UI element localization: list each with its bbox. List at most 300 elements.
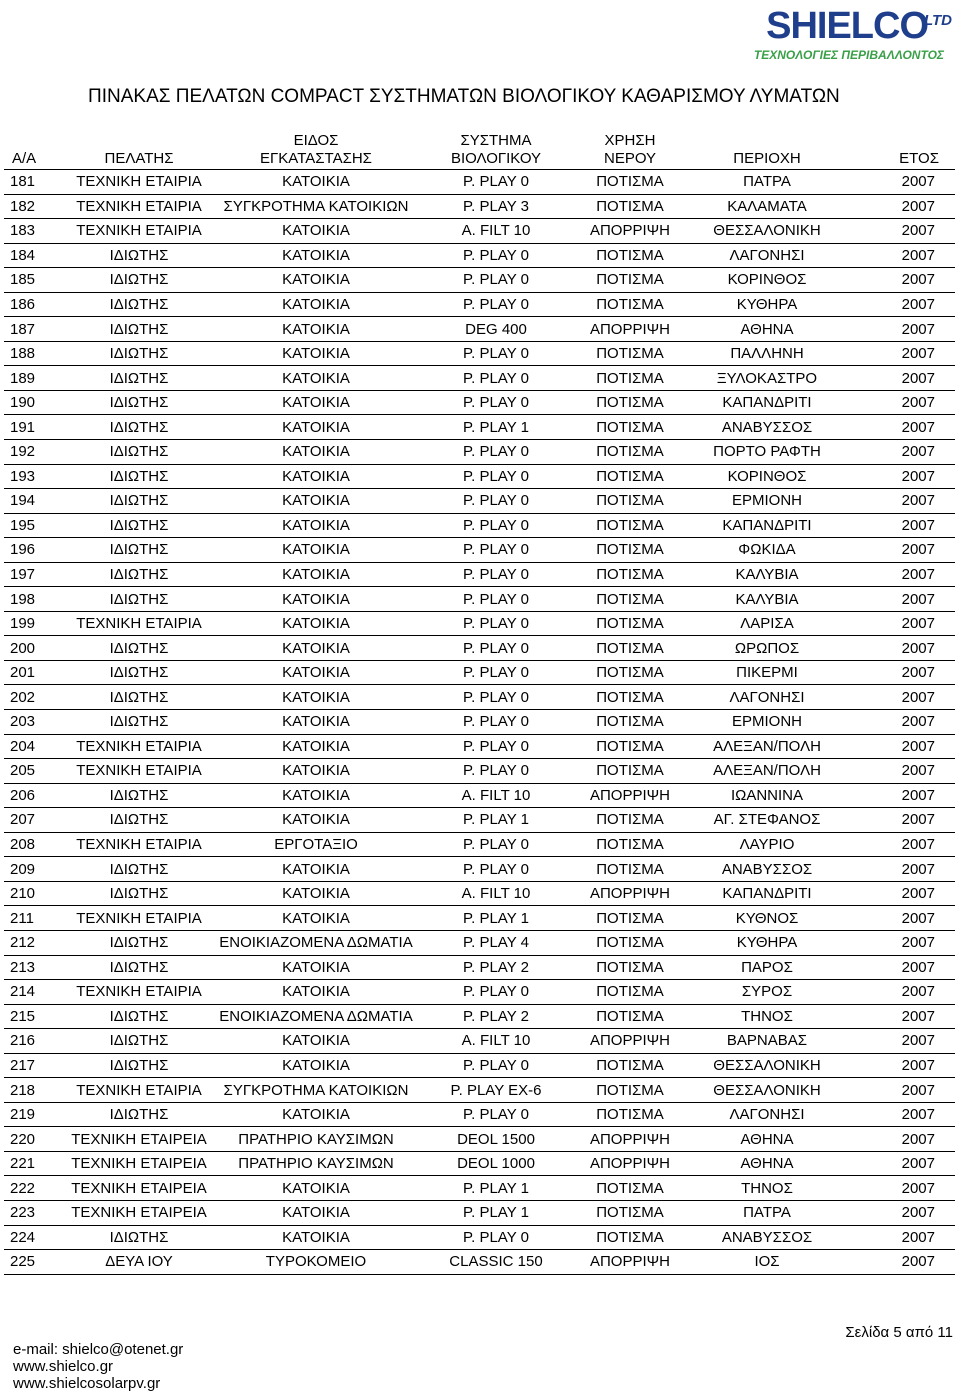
table-row	[4, 1176, 955, 1201]
cell-installation-type: ΚΑΤΟΙΚΙΑ	[216, 464, 416, 489]
cell-aa: 225	[4, 1250, 62, 1275]
table-row	[4, 710, 955, 735]
cell-year: 2007	[850, 415, 955, 440]
cell-year: 2007	[850, 341, 955, 366]
cell-system: P. PLAY 0	[416, 685, 576, 710]
cell-year: 2007	[850, 1176, 955, 1201]
cell-region: ΚΥΘΗΡΑ	[684, 930, 850, 955]
cell-installation-type: ΚΑΤΟΙΚΙΑ	[216, 759, 416, 784]
cell-system: P. PLAY 0	[416, 562, 576, 587]
cell-year: 2007	[850, 268, 955, 293]
cell-year: 2007	[850, 611, 955, 636]
cell-system: A. FILT 10	[416, 881, 576, 906]
table-row	[4, 219, 955, 244]
cell-client: ΙΔΙΩΤΗΣ	[62, 636, 216, 661]
cell-installation-type: ΚΑΤΟΙΚΙΑ	[216, 268, 416, 293]
cell-region: ΚΟΡΙΝΘΟΣ	[684, 464, 850, 489]
cell-installation-type: ΚΑΤΟΙΚΙΑ	[216, 317, 416, 342]
cell-client: ΤΕΧΝΙΚΗ ΕΤΑΙΡΙΑ	[62, 906, 216, 931]
cell-system: A. FILT 10	[416, 783, 576, 808]
cell-aa: 191	[4, 415, 62, 440]
cell-region: ΠΑΤΡΑ	[684, 1200, 850, 1225]
cell-water-use: ΠΟΤΙΣΜΑ	[576, 170, 684, 195]
cell-aa: 209	[4, 857, 62, 882]
cell-water-use: ΑΠΟΡΡΙΨΗ	[576, 1029, 684, 1054]
cell-system: P. PLAY 1	[416, 1176, 576, 1201]
cell-region: ΚΑΛΑΜΑΤΑ	[684, 194, 850, 219]
cell-installation-type: ΚΑΤΟΙΚΙΑ	[216, 1225, 416, 1250]
cell-water-use: ΠΟΤΙΣΜΑ	[576, 1176, 684, 1201]
cell-year: 2007	[850, 930, 955, 955]
table-row	[4, 881, 955, 906]
cell-client: ΙΔΙΩΤΗΣ	[62, 562, 216, 587]
cell-aa: 222	[4, 1176, 62, 1201]
cell-water-use: ΠΟΤΙΣΜΑ	[576, 808, 684, 833]
cell-water-use: ΠΟΤΙΣΜΑ	[576, 243, 684, 268]
cell-system: P. PLAY 0	[416, 489, 576, 514]
cell-installation-type: ΠΡΑΤΗΡΙΟ ΚΑΥΣΙΜΩΝ	[216, 1127, 416, 1152]
table-row	[4, 660, 955, 685]
cell-water-use: ΠΟΤΙΣΜΑ	[576, 660, 684, 685]
cell-water-use: ΑΠΟΡΡΙΨΗ	[576, 783, 684, 808]
cell-water-use: ΠΟΤΙΣΜΑ	[576, 857, 684, 882]
cell-system: P. PLAY 0	[416, 464, 576, 489]
table-row	[4, 341, 955, 366]
table-row	[4, 906, 955, 931]
cell-water-use: ΠΟΤΙΣΜΑ	[576, 759, 684, 784]
cell-water-use: ΠΟΤΙΣΜΑ	[576, 292, 684, 317]
cell-region: ΛΑΓΟΝΗΣΙ	[684, 243, 850, 268]
table-row	[4, 1078, 955, 1103]
cell-year: 2007	[850, 832, 955, 857]
cell-installation-type: ΚΑΤΟΙΚΙΑ	[216, 243, 416, 268]
cell-year: 2007	[850, 489, 955, 514]
cell-system: P. PLAY 0	[416, 292, 576, 317]
footer-contacts	[13, 1341, 183, 1392]
cell-installation-type: ΚΑΤΟΙΚΙΑ	[216, 390, 416, 415]
cell-aa: 223	[4, 1200, 62, 1225]
cell-aa: 208	[4, 832, 62, 857]
cell-system: P. PLAY 0	[416, 832, 576, 857]
cell-aa: 197	[4, 562, 62, 587]
cell-system: P. PLAY 0	[416, 734, 576, 759]
cell-installation-type: ΚΑΤΟΙΚΙΑ	[216, 341, 416, 366]
cell-year: 2007	[850, 636, 955, 661]
cell-installation-type: ΚΑΤΟΙΚΙΑ	[216, 1053, 416, 1078]
table-row	[4, 464, 955, 489]
cell-year: 2007	[850, 366, 955, 391]
cell-client: ΙΔΙΩΤΗΣ	[62, 341, 216, 366]
cell-aa: 218	[4, 1078, 62, 1103]
cell-client: ΙΔΙΩΤΗΣ	[62, 881, 216, 906]
table-row	[4, 611, 955, 636]
cell-year: 2007	[850, 980, 955, 1005]
cell-system: P. PLAY 0	[416, 759, 576, 784]
cell-system: DEG 400	[416, 317, 576, 342]
cell-water-use: ΠΟΤΙΣΜΑ	[576, 734, 684, 759]
cell-aa: 198	[4, 587, 62, 612]
cell-water-use: ΠΟΤΙΣΜΑ	[576, 1004, 684, 1029]
cell-client: ΤΕΧΝΙΚΗ ΕΤΑΙΡΙΑ	[62, 832, 216, 857]
cell-client: ΙΔΙΩΤΗΣ	[62, 930, 216, 955]
cell-year: 2007	[850, 710, 955, 735]
cell-aa: 187	[4, 317, 62, 342]
table-row	[4, 1102, 955, 1127]
cell-year: 2007	[850, 464, 955, 489]
cell-client: ΙΔΙΩΤΗΣ	[62, 783, 216, 808]
cell-client: ΙΔΙΩΤΗΣ	[62, 808, 216, 833]
cell-system: P. PLAY 0	[416, 980, 576, 1005]
cell-year: 2007	[850, 955, 955, 980]
table-row	[4, 562, 955, 587]
cell-region: ΠΙΚΕΡΜΙ	[684, 660, 850, 685]
cell-aa: 214	[4, 980, 62, 1005]
cell-installation-type: ΠΡΑΤΗΡΙΟ ΚΑΥΣΙΜΩΝ	[216, 1151, 416, 1176]
cell-system: P. PLAY 0	[416, 390, 576, 415]
cell-year: 2007	[850, 857, 955, 882]
cell-aa: 211	[4, 906, 62, 931]
table-row	[4, 1200, 955, 1225]
table-row	[4, 832, 955, 857]
cell-system: P. PLAY 0	[416, 611, 576, 636]
cell-installation-type: ΚΑΤΟΙΚΙΑ	[216, 440, 416, 465]
cell-region: ΘΕΣΣΑΛΟΝΙΚΗ	[684, 1078, 850, 1103]
header-water-use-line2: ΝΕΡΟΥ	[603, 150, 657, 167]
cell-aa: 200	[4, 636, 62, 661]
cell-installation-type: ΚΑΤΟΙΚΙΑ	[216, 980, 416, 1005]
table-row	[4, 1250, 955, 1275]
cell-water-use: ΠΟΤΙΣΜΑ	[576, 538, 684, 563]
cell-aa: 185	[4, 268, 62, 293]
header-system-line2: ΒΙΟΛΟΓΙΚΟΥ	[450, 150, 542, 167]
cell-year: 2007	[850, 440, 955, 465]
table-body	[4, 170, 955, 1275]
cell-region: ΠΑΛΛΗΝΗ	[684, 341, 850, 366]
logo-suffix: LTD	[923, 12, 952, 29]
cell-system: P. PLAY 0	[416, 513, 576, 538]
cell-year: 2007	[850, 759, 955, 784]
cell-client: ΙΔΙΩΤΗΣ	[62, 857, 216, 882]
cell-year: 2007	[850, 292, 955, 317]
cell-region: ΕΡΜΙΟΝΗ	[684, 489, 850, 514]
cell-system: P. PLAY 0	[416, 1225, 576, 1250]
cell-year: 2007	[850, 906, 955, 931]
cell-system: P. PLAY 0	[416, 587, 576, 612]
table-row	[4, 980, 955, 1005]
cell-aa: 212	[4, 930, 62, 955]
cell-system: A. FILT 10	[416, 219, 576, 244]
table-row	[4, 317, 955, 342]
cell-installation-type: ΚΑΤΟΙΚΙΑ	[216, 219, 416, 244]
cell-aa: 219	[4, 1102, 62, 1127]
cell-region: ΑΘΗΝΑ	[684, 317, 850, 342]
table-row	[4, 292, 955, 317]
cell-water-use: ΠΟΤΙΣΜΑ	[576, 390, 684, 415]
cell-year: 2007	[850, 1225, 955, 1250]
cell-aa: 210	[4, 881, 62, 906]
cell-system: P. PLAY EX-6	[416, 1078, 576, 1103]
cell-system: P. PLAY 0	[416, 366, 576, 391]
cell-client: ΤΕΧΝΙΚΗ ΕΤΑΙΡΕΙΑ	[62, 1200, 216, 1225]
cell-region: ΙΟΣ	[684, 1250, 850, 1275]
cell-year: 2007	[850, 1053, 955, 1078]
cell-year: 2007	[850, 1102, 955, 1127]
cell-system: DEOL 1000	[416, 1151, 576, 1176]
table-row	[4, 1225, 955, 1250]
cell-water-use: ΠΟΤΙΣΜΑ	[576, 980, 684, 1005]
cell-region: ΑΝΑΒΥΣΣΟΣ	[684, 1225, 850, 1250]
cell-aa: 189	[4, 366, 62, 391]
cell-year: 2007	[850, 562, 955, 587]
cell-water-use: ΠΟΤΙΣΜΑ	[576, 955, 684, 980]
cell-year: 2007	[850, 1151, 955, 1176]
cell-client: ΤΕΧΝΙΚΗ ΕΤΑΙΡΙΑ	[62, 1078, 216, 1103]
cell-year: 2007	[850, 538, 955, 563]
cell-system: P. PLAY 0	[416, 243, 576, 268]
cell-year: 2007	[850, 1127, 955, 1152]
cell-client: ΙΔΙΩΤΗΣ	[62, 660, 216, 685]
cell-year: 2007	[850, 243, 955, 268]
cell-year: 2007	[850, 587, 955, 612]
table-row	[4, 268, 955, 293]
table-row	[4, 734, 955, 759]
cell-water-use: ΠΟΤΙΣΜΑ	[576, 464, 684, 489]
cell-region: ΤΗΝΟΣ	[684, 1004, 850, 1029]
cell-water-use: ΠΟΤΙΣΜΑ	[576, 268, 684, 293]
cell-aa: 188	[4, 341, 62, 366]
table-row	[4, 390, 955, 415]
table-row	[4, 759, 955, 784]
header-system-line1: ΣΥΣΤΗΜΑ	[460, 132, 532, 149]
cell-water-use: ΠΟΤΙΣΜΑ	[576, 341, 684, 366]
cell-aa: 193	[4, 464, 62, 489]
cell-aa: 203	[4, 710, 62, 735]
cell-year: 2007	[850, 808, 955, 833]
cell-client: ΙΔΙΩΤΗΣ	[62, 1053, 216, 1078]
footer-email: e-mail: shielco@otenet.gr	[13, 1341, 184, 1358]
header-installation-type	[216, 132, 416, 170]
cell-water-use: ΠΟΤΙΣΜΑ	[576, 587, 684, 612]
cell-water-use: ΑΠΟΡΡΙΨΗ	[576, 881, 684, 906]
cell-installation-type: ΚΑΤΟΙΚΙΑ	[216, 857, 416, 882]
cell-client: ΙΔΙΩΤΗΣ	[62, 390, 216, 415]
cell-region: ΤΗΝΟΣ	[684, 1176, 850, 1201]
cell-installation-type: ΚΑΤΟΙΚΙΑ	[216, 1029, 416, 1054]
table-row	[4, 366, 955, 391]
cell-year: 2007	[850, 783, 955, 808]
cell-installation-type: ΤΥΡΟΚΟΜΕΙΟ	[216, 1250, 416, 1275]
table-row	[4, 808, 955, 833]
cell-installation-type: ΚΑΤΟΙΚΙΑ	[216, 538, 416, 563]
header-aa: Α/Α	[4, 132, 62, 170]
cell-region: ΒΑΡΝΑΒΑΣ	[684, 1029, 850, 1054]
cell-water-use: ΠΟΤΙΣΜΑ	[576, 366, 684, 391]
cell-aa: 195	[4, 513, 62, 538]
cell-aa: 206	[4, 783, 62, 808]
cell-system: CLASSIC 150	[416, 1250, 576, 1275]
cell-region: ΚΑΠΑΝΔΡΙΤΙ	[684, 390, 850, 415]
cell-water-use: ΠΟΤΙΣΜΑ	[576, 636, 684, 661]
cell-region: ΩΡΩΠΟΣ	[684, 636, 850, 661]
cell-aa: 184	[4, 243, 62, 268]
cell-year: 2007	[850, 1029, 955, 1054]
table-row	[4, 1053, 955, 1078]
cell-aa: 186	[4, 292, 62, 317]
header-water-use	[576, 132, 684, 170]
cell-system: P. PLAY 0	[416, 857, 576, 882]
cell-client: ΙΔΙΩΤΗΣ	[62, 415, 216, 440]
cell-installation-type: ΚΑΤΟΙΚΙΑ	[216, 366, 416, 391]
table-header-row	[4, 132, 955, 170]
cell-client: ΙΔΙΩΤΗΣ	[62, 1004, 216, 1029]
cell-system: P. PLAY 0	[416, 636, 576, 661]
cell-water-use: ΠΟΤΙΣΜΑ	[576, 611, 684, 636]
cell-aa: 182	[4, 194, 62, 219]
cell-water-use: ΠΟΤΙΣΜΑ	[576, 685, 684, 710]
table-row	[4, 1151, 955, 1176]
cell-aa: 205	[4, 759, 62, 784]
page-number: Σελίδα 5 από 11	[845, 1324, 953, 1341]
cell-installation-type: ΚΑΤΟΙΚΙΑ	[216, 489, 416, 514]
cell-water-use: ΑΠΟΡΡΙΨΗ	[576, 1127, 684, 1152]
cell-year: 2007	[850, 317, 955, 342]
cell-year: 2007	[850, 734, 955, 759]
header-installation-type-line2: ΕΓΚΑΤΑΣΤΑΣΗΣ	[260, 150, 372, 167]
cell-installation-type: ΕΡΓΟΤΑΞΙΟ	[216, 832, 416, 857]
cell-region: ΚΑΛΥΒΙΑ	[684, 562, 850, 587]
cell-system: P. PLAY 0	[416, 538, 576, 563]
cell-installation-type: ΚΑΤΟΙΚΙΑ	[216, 955, 416, 980]
cell-aa: 215	[4, 1004, 62, 1029]
cell-region: ΛΑΓΟΝΗΣΙ	[684, 1102, 850, 1127]
cell-system: P. PLAY 0	[416, 268, 576, 293]
cell-installation-type: ΣΥΓΚΡΟΤΗΜΑ ΚΑΤΟΙΚΙΩΝ	[216, 194, 416, 219]
cell-aa: 220	[4, 1127, 62, 1152]
cell-system: P. PLAY 0	[416, 341, 576, 366]
cell-client: ΤΕΧΝΙΚΗ ΕΤΑΙΡΙΑ	[62, 611, 216, 636]
cell-region: ΑΝΑΒΥΣΣΟΣ	[684, 857, 850, 882]
table-row	[4, 415, 955, 440]
cell-aa: 196	[4, 538, 62, 563]
cell-client: ΙΔΙΩΤΗΣ	[62, 489, 216, 514]
footer-website-solar: www.shielcosolarpv.gr	[13, 1375, 161, 1392]
cell-region: ΑΓ. ΣΤΕΦΑΝΟΣ	[684, 808, 850, 833]
table-row	[4, 1004, 955, 1029]
cell-water-use: ΑΠΟΡΡΙΨΗ	[576, 219, 684, 244]
header-system	[416, 132, 576, 170]
table-row	[4, 170, 955, 195]
cell-region: ΞΥΛΟΚΑΣΤΡΟ	[684, 366, 850, 391]
table-row	[4, 538, 955, 563]
cell-client: ΤΕΧΝΙΚΗ ΕΤΑΙΡΙΑ	[62, 170, 216, 195]
cell-client: ΤΕΧΝΙΚΗ ΕΤΑΙΡΙΑ	[62, 194, 216, 219]
cell-water-use: ΑΠΟΡΡΙΨΗ	[576, 317, 684, 342]
cell-region: ΠΑΡΟΣ	[684, 955, 850, 980]
logo-tagline: ΤΕΧΝΟΛΟΓΙΕΣ ΠΕΡΙΒΑΛΛΟΝΤΟΣ	[753, 48, 944, 62]
cell-region: ΑΘΗΝΑ	[684, 1127, 850, 1152]
cell-region: ΛΑΓΟΝΗΣΙ	[684, 685, 850, 710]
table-row	[4, 1127, 955, 1152]
cell-aa: 199	[4, 611, 62, 636]
cell-aa: 194	[4, 489, 62, 514]
cell-installation-type: ΚΑΤΟΙΚΙΑ	[216, 660, 416, 685]
table-row	[4, 685, 955, 710]
cell-year: 2007	[850, 1250, 955, 1275]
cell-system: P. PLAY 4	[416, 930, 576, 955]
cell-aa: 201	[4, 660, 62, 685]
cell-aa: 202	[4, 685, 62, 710]
cell-system: P. PLAY 1	[416, 808, 576, 833]
cell-region: ΚΑΠΑΝΔΡΙΤΙ	[684, 513, 850, 538]
cell-system: P. PLAY 0	[416, 660, 576, 685]
table-row	[4, 194, 955, 219]
cell-region: ΣΥΡΟΣ	[684, 980, 850, 1005]
header-installation-type-line1: ΕΙΔΟΣ	[293, 132, 339, 149]
cell-client: ΙΔΙΩΤΗΣ	[62, 292, 216, 317]
cell-installation-type: ΚΑΤΟΙΚΙΑ	[216, 783, 416, 808]
cell-installation-type: ΚΑΤΟΙΚΙΑ	[216, 1102, 416, 1127]
cell-aa: 207	[4, 808, 62, 833]
cell-client: ΙΔΙΩΤΗΣ	[62, 955, 216, 980]
cell-region: ΑΛΕΞΑΝ/ΠΟΛΗ	[684, 759, 850, 784]
cell-installation-type: ΚΑΤΟΙΚΙΑ	[216, 808, 416, 833]
cell-installation-type: ΕΝΟΙΚΙΑΖΟΜΕΝΑ ΔΩΜΑΤΙΑ	[216, 1004, 416, 1029]
cell-year: 2007	[850, 170, 955, 195]
cell-region: ΘΕΣΣΑΛΟΝΙΚΗ	[684, 219, 850, 244]
cell-aa: 217	[4, 1053, 62, 1078]
cell-client: ΙΔΙΩΤΗΣ	[62, 440, 216, 465]
cell-client: ΙΔΙΩΤΗΣ	[62, 685, 216, 710]
cell-aa: 213	[4, 955, 62, 980]
table-row	[4, 930, 955, 955]
cell-year: 2007	[850, 1004, 955, 1029]
cell-client: ΙΔΙΩΤΗΣ	[62, 710, 216, 735]
cell-installation-type: ΣΥΓΚΡΟΤΗΜΑ ΚΑΤΟΙΚΙΩΝ	[216, 1078, 416, 1103]
cell-system: P. PLAY 0	[416, 710, 576, 735]
cell-year: 2007	[850, 513, 955, 538]
cell-region: ΛΑΡΙΣΑ	[684, 611, 850, 636]
cell-system: P. PLAY 1	[416, 1200, 576, 1225]
cell-water-use: ΑΠΟΡΡΙΨΗ	[576, 1250, 684, 1275]
table-row	[4, 243, 955, 268]
cell-region: ΚΥΘΝΟΣ	[684, 906, 850, 931]
cell-client: ΙΔΙΩΤΗΣ	[62, 1029, 216, 1054]
cell-installation-type: ΚΑΤΟΙΚΙΑ	[216, 906, 416, 931]
cell-aa: 190	[4, 390, 62, 415]
cell-installation-type: ΚΑΤΟΙΚΙΑ	[216, 415, 416, 440]
cell-client: ΙΔΙΩΤΗΣ	[62, 587, 216, 612]
cell-client: ΙΔΙΩΤΗΣ	[62, 538, 216, 563]
cell-region: ΠΑΤΡΑ	[684, 170, 850, 195]
cell-client: ΤΕΧΝΙΚΗ ΕΤΑΙΡΕΙΑ	[62, 1176, 216, 1201]
cell-aa: 216	[4, 1029, 62, 1054]
cell-water-use: ΠΟΤΙΣΜΑ	[576, 194, 684, 219]
cell-installation-type: ΚΑΤΟΙΚΙΑ	[216, 513, 416, 538]
cell-region: ΦΩΚΙΔΑ	[684, 538, 850, 563]
cell-client: ΙΔΙΩΤΗΣ	[62, 317, 216, 342]
cell-installation-type: ΚΑΤΟΙΚΙΑ	[216, 1176, 416, 1201]
cell-year: 2007	[850, 194, 955, 219]
cell-water-use: ΠΟΤΙΣΜΑ	[576, 1053, 684, 1078]
cell-aa: 181	[4, 170, 62, 195]
cell-year: 2007	[850, 660, 955, 685]
cell-water-use: ΠΟΤΙΣΜΑ	[576, 930, 684, 955]
cell-water-use: ΑΠΟΡΡΙΨΗ	[576, 1151, 684, 1176]
cell-client: ΤΕΧΝΙΚΗ ΕΤΑΙΡΙΑ	[62, 980, 216, 1005]
cell-aa: 221	[4, 1151, 62, 1176]
cell-installation-type: ΚΑΤΟΙΚΙΑ	[216, 292, 416, 317]
cell-client: ΔΕΥΑ ΙΟΥ	[62, 1250, 216, 1275]
